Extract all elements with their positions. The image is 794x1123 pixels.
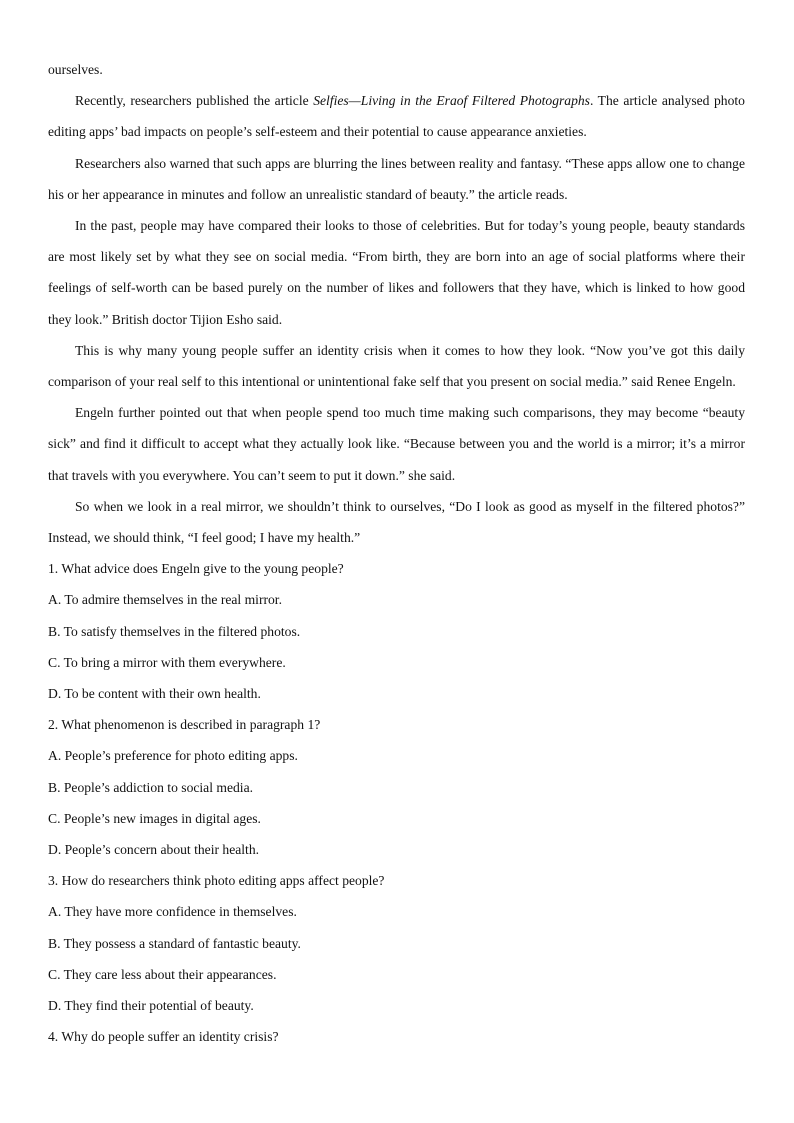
passage-paragraph-6: So when we look in a real mirror, we shouldn’t think to ourselves, “Do I look as good as myself in the filtered photos?” Instead, we should think, “I feel good; I have my health.” (48, 498, 745, 546)
answer-option-d: D. They find their potential of beauty. (48, 998, 254, 1014)
answer-option-b: B. People’s addiction to social media. (48, 779, 254, 795)
question-stem: 4. Why do people suffer an identity crisis? (48, 1029, 279, 1045)
paragraph-1-text-end: . The article analysed photo editing apps’ bad impacts on people’s self-esteem and their potential to cause appearance anxieties. (48, 93, 745, 140)
question-3 (48, 865, 745, 1021)
answer-option-a: A. To admire themselves in the real mirror. (48, 592, 282, 608)
answer-option-b: B. To satisfy themselves in the filtered photos. (48, 623, 301, 639)
document-page (48, 54, 745, 1053)
answer-option-c: C. They care less about their appearances. (48, 966, 277, 982)
answer-option-d: D. To be content with their own health. (48, 686, 261, 702)
answer-option-b: B. They possess a standard of fantastic beauty. (48, 935, 301, 951)
passage-paragraph-5: Engeln further pointed out that when people spend too much time making such comparisons, they may become “beauty sick” and find it difficult to accept what they actually look like. “Because between you and the world is a mirror; it’s a mirror that travels with you everywhere. You can’t seem to put it down.” she said. (48, 405, 745, 483)
question-2 (48, 709, 745, 865)
answer-option-c: C. To bring a mirror with them everywhere. (48, 654, 286, 670)
answer-option-a: A. People’s preference for photo editing apps. (48, 748, 298, 764)
answer-option-d: D. People’s concern about their health. (48, 842, 260, 858)
article-title: Selfies—Living in the Eraof Filtered Photographs (313, 93, 590, 109)
question-1 (48, 553, 745, 709)
question-stem: 3. How do researchers think photo editing apps affect people? (48, 873, 385, 889)
passage-paragraph-0: ourselves. (48, 62, 103, 77)
question-stem: 1. What advice does Engeln give to the young people? (48, 561, 344, 577)
question-4 (48, 1021, 745, 1052)
answer-option-a: A. They have more confidence in themselves. (48, 904, 297, 920)
passage-paragraph-2: Researchers also warned that such apps are blurring the lines between reality and fantasy. “These apps allow one to change his or her appearance in minutes and follow an unrealistic standard of beauty.” the article reads. (48, 155, 745, 202)
passage-paragraph-1 (48, 85, 745, 147)
passage-paragraph-4: This is why many young people suffer an identity crisis when it comes to how they look. “Now you’ve got this daily comparison of your real self to this intentional or unintentional fake self that you present on social media.” said Renee Engeln. (48, 342, 745, 390)
passage-paragraph-3: In the past, people may have compared their looks to those of celebrities. But for today’s young people, beauty standards are most likely set by what they see on social media. “From birth, they are born into an age of social platforms where their feelings of self-worth can be based purely on the number of likes and followers that they have, which is linked to how good they look.” British doctor Tijion Esho said. (48, 218, 745, 327)
paragraph-1-text-start: Recently, researchers published the article (75, 93, 314, 109)
answer-option-c: C. People’s new images in digital ages. (48, 810, 261, 826)
question-stem: 2. What phenomenon is described in paragraph 1? (48, 717, 321, 733)
